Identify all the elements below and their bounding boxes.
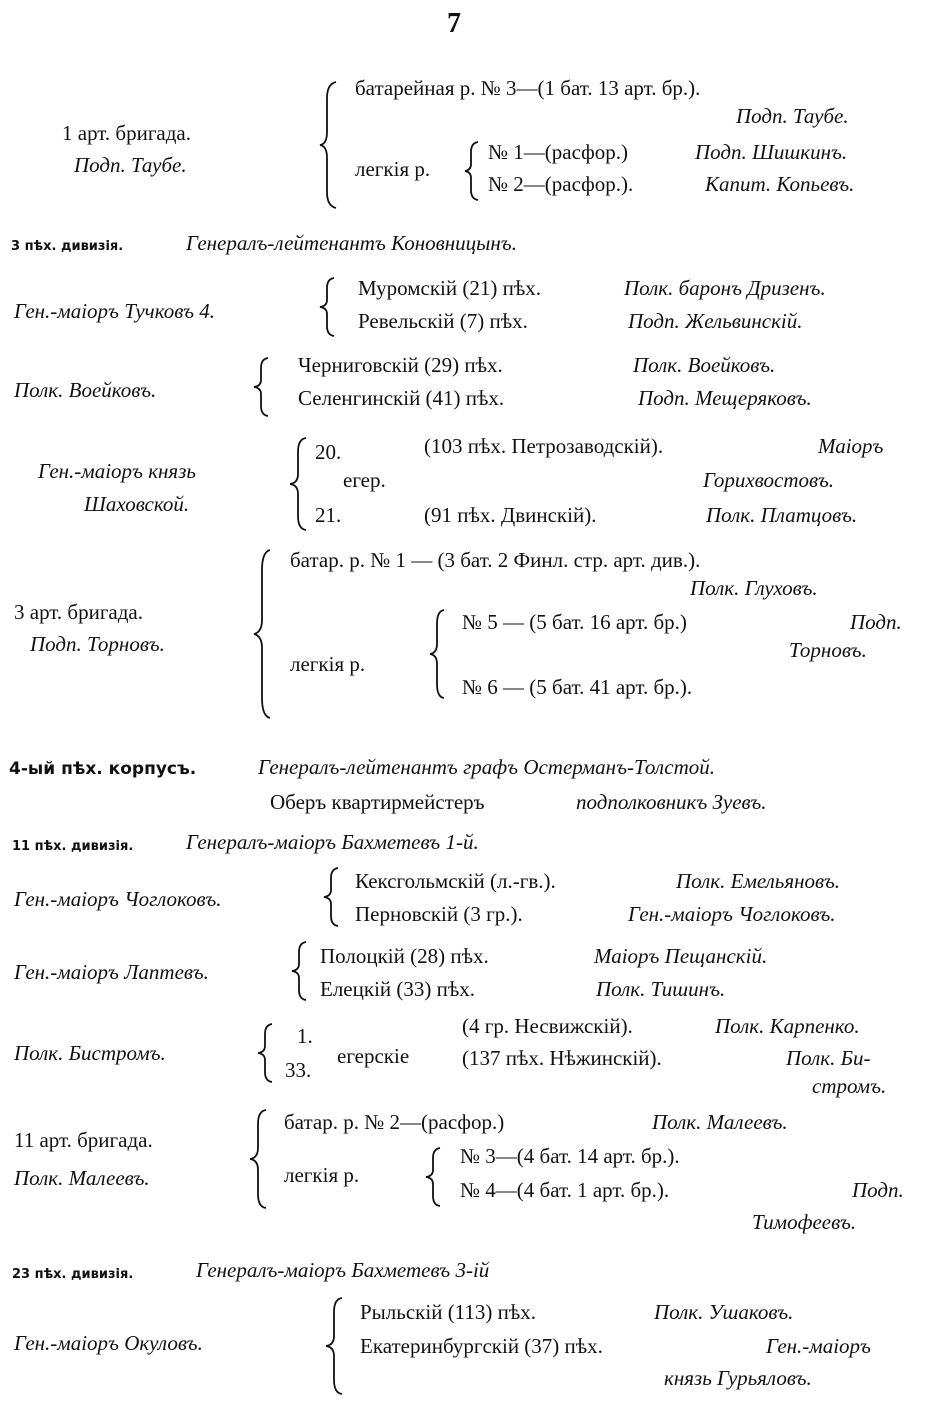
- regiment-entry: Перновскій (3 гр.).: [355, 902, 523, 926]
- regiment-entry: Рыльскій (113) пѣх.: [360, 1300, 537, 1324]
- regiment-entry: Ревельскій (7) пѣх.: [358, 309, 528, 333]
- regiment-commander: Маіоръ Пещанскій.: [594, 944, 768, 968]
- curly-brace-icon: [318, 276, 338, 338]
- unit-label: 1 арт. бригада.: [62, 121, 192, 145]
- regiment-number: 20.: [315, 440, 342, 464]
- commander-label: Подп. Торновъ.: [30, 632, 165, 656]
- regiment-entry: (137 пѣх. Нѣжинскій).: [462, 1046, 662, 1070]
- division-commander: Генералъ-маіоръ Бахметевъ 3-ій: [196, 1258, 490, 1282]
- company-entry: № 5 — (5 бат. 16 арт. бр.): [462, 610, 687, 634]
- curly-brace-icon: [318, 80, 342, 210]
- light-companies-label: легкія р.: [290, 652, 366, 676]
- company-entry: № 6 — (5 бат. 41 арт. бр.).: [462, 675, 693, 699]
- company-entry: № 1—(расфор.): [488, 140, 629, 164]
- regiment-commander: Подп. Мещеряковъ.: [638, 386, 812, 410]
- regiment-entry: Полоцкій (28) пѣх.: [320, 944, 489, 968]
- division-heading: 3 пѣх. дивизія.: [11, 239, 124, 254]
- battery-line: батар. р. № 2—(расфор.): [284, 1110, 505, 1134]
- company-commander: Подп.: [850, 610, 902, 634]
- curly-brace-icon: [256, 1022, 276, 1084]
- commander-label: Ген.-маіоръ князь: [38, 459, 196, 483]
- jaeger-label: егер.: [343, 468, 386, 492]
- regiment-commander: Подп. Жельвинскій.: [628, 309, 803, 333]
- jaeger-label: егерскіе: [337, 1044, 410, 1068]
- regiment-commander: Полк. Платцовъ.: [706, 503, 858, 527]
- regiment-commander: Полк. баронъ Дризенъ.: [624, 276, 826, 300]
- regiment-entry: Черниговскій (29) пѣх.: [298, 353, 503, 377]
- company-commander: Подп.: [852, 1178, 904, 1202]
- light-companies-label: легкія р.: [355, 157, 431, 181]
- regiment-commander: князь Гурьяловъ.: [664, 1366, 812, 1390]
- curly-brace-icon: [424, 1146, 444, 1208]
- regiment-entry: (91 пѣх. Двинскій).: [424, 503, 597, 527]
- division-commander: Генералъ-маіоръ Бахметевъ 1-й.: [186, 830, 479, 854]
- commander-label: Ген.-маіоръ Лаптевъ.: [14, 960, 209, 984]
- corps-commander: Генералъ-лейтенантъ графъ Остерманъ-Толстой.: [258, 755, 716, 779]
- regiment-commander: Ген.-маіоръ: [766, 1334, 871, 1358]
- commander-label: Шаховской.: [84, 492, 190, 516]
- regiment-commander: Полк. Ушаковъ.: [654, 1300, 794, 1324]
- curly-brace-icon: [290, 940, 310, 1002]
- regiment-entry: Селенгинскій (41) пѣх.: [298, 386, 505, 410]
- unit-label: 3 арт. бригада.: [14, 600, 144, 624]
- corps-heading: 4-ый пѣх. корпусъ.: [9, 759, 197, 779]
- regiment-entry: Кексгольмскій (л.-гв.).: [355, 869, 556, 893]
- company-commander: Капит. Копьевъ.: [705, 172, 855, 196]
- regiment-commander: Маіоръ: [818, 434, 884, 458]
- company-entry: № 4—(4 бат. 1 арт. бр.).: [460, 1178, 670, 1202]
- regiment-commander: Полк. Карпенко.: [715, 1014, 860, 1038]
- curly-brace-icon: [322, 866, 342, 928]
- quartermaster-name: подполковникъ Зуевъ.: [576, 790, 767, 814]
- commander-label: Ген.-маіоръ Чоглоковъ.: [14, 887, 222, 911]
- regiment-entry: Елецкій (33) пѣх.: [320, 977, 476, 1001]
- division-heading: 11 пѣх. дивизія.: [12, 839, 134, 854]
- curly-brace-icon: [288, 436, 310, 532]
- commander-label: Ген.-маіоръ Окуловъ.: [14, 1331, 203, 1355]
- battery-commander: Полк. Глуховъ.: [690, 576, 818, 600]
- regiment-number: 33.: [285, 1058, 312, 1082]
- curly-brace-icon: [248, 1108, 270, 1210]
- commander-label: Подп. Таубе.: [74, 153, 187, 177]
- regiment-commander: Горихвостовъ.: [703, 468, 834, 492]
- company-commander: Торновъ.: [789, 638, 867, 662]
- company-entry: № 3—(4 бат. 14 арт. бр.).: [460, 1144, 680, 1168]
- curly-brace-icon: [252, 548, 274, 720]
- regiment-commander: Полк. Тишинъ.: [596, 977, 726, 1001]
- regiment-commander: стромъ.: [812, 1074, 887, 1098]
- curly-brace-icon: [428, 608, 448, 700]
- quartermaster-title: Оберъ квартирмейстеръ: [270, 790, 485, 814]
- commander-label: Полк. Малеевъ.: [14, 1166, 150, 1190]
- commander-label: Полк. Бистромъ.: [14, 1041, 166, 1065]
- division-commander: Генералъ-лейтенантъ Коновницынъ.: [186, 231, 517, 255]
- regiment-commander: Полк. Би-: [786, 1046, 871, 1070]
- regiment-commander: Полк. Воейковъ.: [633, 353, 776, 377]
- regiment-commander: Ген.-маіоръ Чоглоковъ.: [628, 902, 836, 926]
- company-entry: № 2—(расфор.).: [488, 172, 634, 196]
- page-number: 7: [447, 8, 461, 39]
- curly-brace-icon: [463, 140, 481, 202]
- division-heading: 23 пѣх. дивизія.: [12, 1267, 134, 1282]
- regiment-entry: (4 гр. Несвижскій).: [462, 1014, 633, 1038]
- company-commander: Тимофеевъ.: [752, 1210, 857, 1234]
- commander-label: Ген.-маіоръ Тучковъ 4.: [14, 299, 215, 323]
- battery-commander: Полк. Малеевъ.: [652, 1110, 788, 1134]
- company-commander: Подп. Шишкинъ.: [695, 140, 848, 164]
- regiment-number: 1.: [297, 1024, 313, 1048]
- battery-line: батарейная р. № 3—(1 бат. 13 арт. бр.).: [355, 76, 701, 100]
- battery-line: батар. р. № 1 — (3 бат. 2 Финл. стр. арт. див.).: [290, 548, 701, 572]
- regiment-entry: Муромскій (21) пѣх.: [358, 276, 542, 300]
- curly-brace-icon: [252, 356, 272, 418]
- regiment-entry: Екатеринбургскій (37) пѣх.: [360, 1334, 603, 1358]
- regiment-number: 21.: [315, 503, 342, 527]
- curly-brace-icon: [324, 1296, 346, 1396]
- commander-label: Полк. Воейковъ.: [14, 378, 157, 402]
- battery-commander: Подп. Таубе.: [736, 104, 849, 128]
- regiment-entry: (103 пѣх. Петрозаводскій).: [424, 434, 664, 458]
- regiment-commander: Полк. Емельяновъ.: [676, 869, 841, 893]
- light-companies-label: легкія р.: [284, 1163, 360, 1187]
- unit-label: 11 арт. бригада.: [14, 1128, 153, 1152]
